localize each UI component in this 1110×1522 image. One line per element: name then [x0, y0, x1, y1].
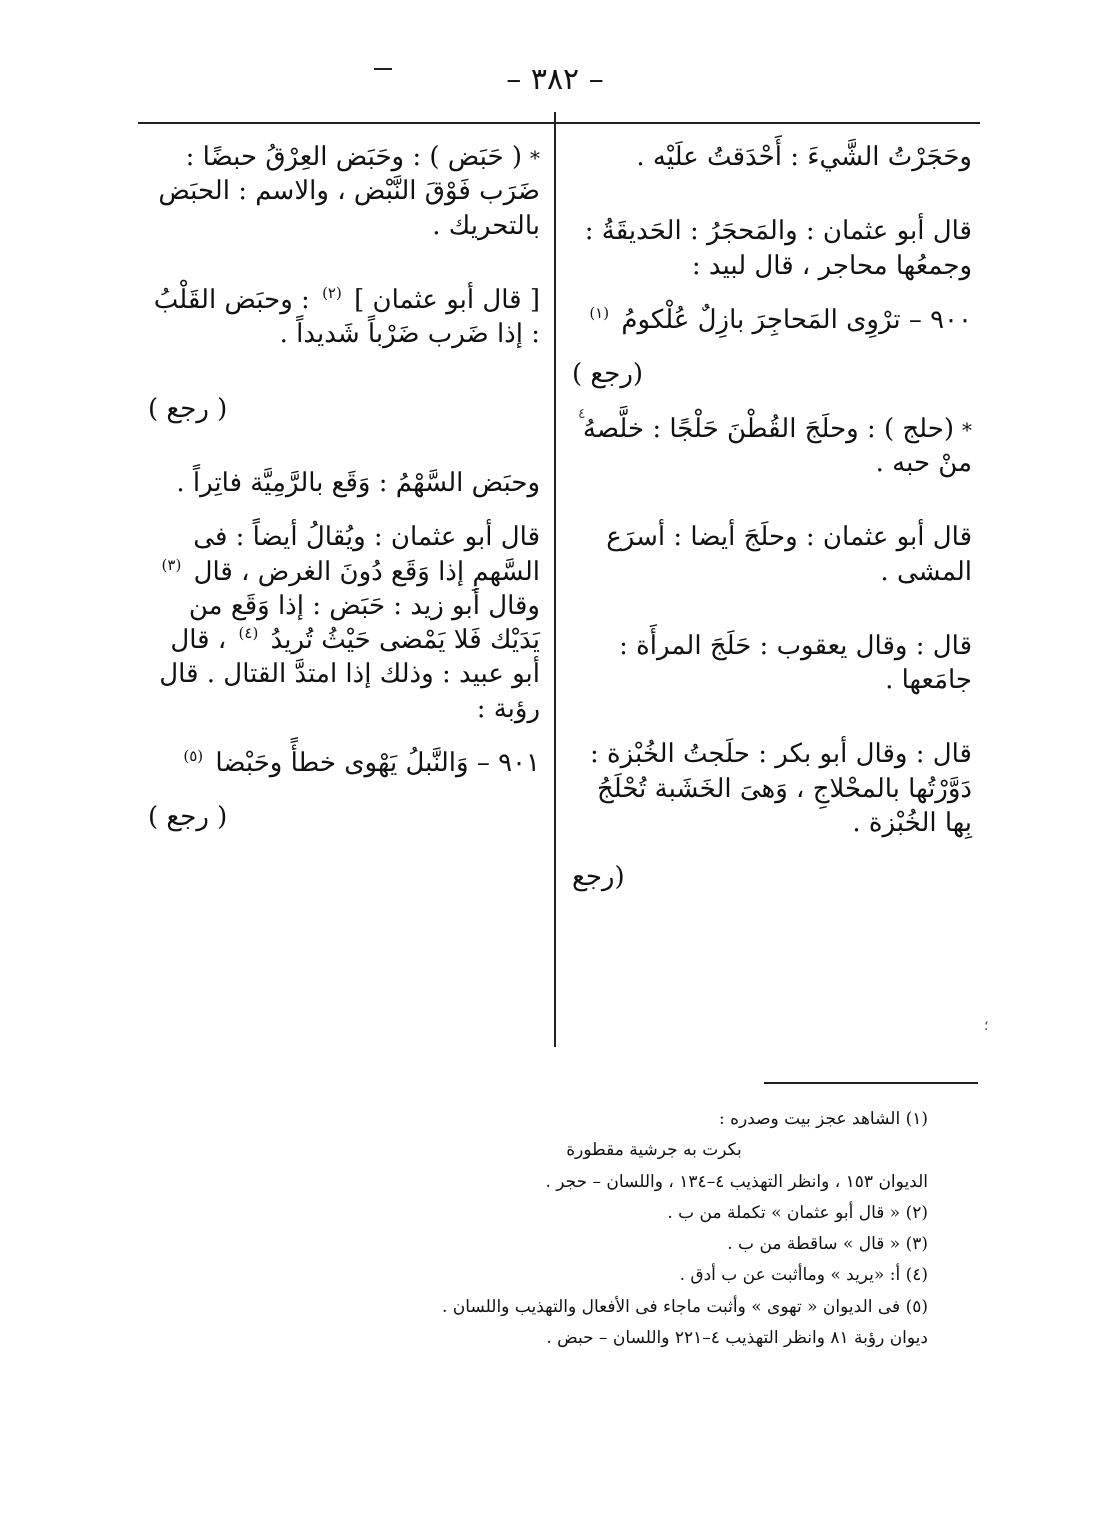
footnote-1-ref: الديوان ١٥٣ ، وانظر التهذيب ٤–١٣٤ ، واللسان – حجر .: [545, 1171, 928, 1192]
margin-ornament: ؛: [984, 1018, 989, 1034]
right-raja-2: (رجع: [572, 862, 625, 893]
footnotes: [380, 1104, 928, 1354]
left-column: [148, 140, 540, 835]
right-para-2: قال أبو عثمان : والمَحجَرُ : الحَديقَةُ : وجمعُها محاجر ، قال لبيد :: [584, 216, 972, 281]
header-rule: [138, 122, 980, 124]
left-para-3: وحبَض السَّهْمُ : وَقَع بالرَّمِيَّة فاتِراً .: [176, 467, 540, 498]
footnote-1-verse: بكرت به جرشية مقطورة: [566, 1140, 742, 1161]
footnote-5: (٥) فى الديوان « تهوى » وأثبت ماجاء فى الأفعال والتهذيب واللسان .: [442, 1296, 928, 1317]
left-para-4-c: ، قال أبو عبيد : وذلك إذا امتدَّ القتال . قال رؤبة :: [159, 625, 540, 724]
verse-900: [572, 303, 972, 337]
page-number: – ٣٨٢ –: [506, 62, 604, 97]
left-para-2-a: [ قال أبو عثمان ]: [354, 284, 540, 315]
header-dash: [374, 68, 392, 70]
left-para-4: [148, 520, 540, 726]
footnote-ref-4: (٤): [238, 624, 259, 643]
footnote-3: (٣) « قال » ساقطة من ب .: [727, 1234, 928, 1255]
left-raja-1: ( رجع ): [148, 393, 228, 424]
footnote-ref-2: (٢): [322, 284, 342, 303]
verse-901-text: ٩٠١ – وَالنَّبلُ يَهْوى خطأً وحَبْضا: [215, 748, 540, 779]
footnote-1: (١) الشاهد عجز بيت وصدره :: [718, 1109, 928, 1129]
right-para-4: قال أبو عثمان : وحلَجَ أيضا : أسرَع المشى .: [606, 522, 972, 587]
right-column: [572, 140, 972, 895]
column-divider: [554, 112, 556, 1047]
right-para-6: قال : وقال أبو بكر : حلَجتُ الخُبْزة : دَوَّرْتُها بالمحْلاجِ ، وَهىَ الخَشَبة تُحْلَجُ بِها الخُبْزة .: [589, 739, 972, 839]
left-para-1-text: ( حَبَض ) : وحَبَض العِرْقُ حبضًا : ضَرَب فَوْقَ النَّبْض ، والاسم : الحبَض بالتحريك .: [158, 142, 540, 241]
verse-901: [148, 746, 540, 780]
left-para-4-b: وقال أبو زيد : حَبَض : إذا وَقَع من يَدَيْك فَلا يَمْضى حَيْثُ تُريدُ: [188, 590, 540, 656]
left-para-4-a: قال أبو عثمان : ويُقالُ أيضاً : فى السَّهمِ إذا وَقَع دُونَ الغرض ، قال: [193, 522, 540, 587]
left-raja-2: ( رجع ): [148, 802, 228, 833]
right-para-1: وحَجَرْتُ الشَّيءَ : أَحْدَقتُ علَيْه .: [636, 142, 972, 172]
left-para-2-b: : وحبَض القَلْبُ : إذا ضَرب ضَرْباً شَديداً .: [153, 284, 540, 350]
right-para-5: قال : وقال يعقوب : حَلَجَ المرأَة : جامَعها .: [619, 630, 972, 696]
entry-star: *: [962, 417, 972, 442]
margin-ornament: ٤: [578, 406, 586, 422]
verse-900-text: ٩٠٠ – ترْوِى المَحاجِرَ بازِلٌ عُلْكومُ: [621, 304, 972, 335]
right-para-3: [572, 412, 972, 481]
footnote-ref-5: (٥): [183, 747, 204, 766]
right-raja-1: (رجع ): [572, 359, 644, 390]
footnote-5-ref: ديوان رؤبة ٨١ وانظر التهذيب ٤–٢٢١ واللسان – حبض .: [546, 1327, 928, 1348]
footnote-ref-1: (١): [589, 304, 610, 323]
footnote-rule: [764, 1082, 978, 1084]
left-para-2: [148, 283, 540, 352]
footnote-2: (٢) « قال أبو عثمان » تكملة من ب .: [667, 1202, 928, 1223]
footnote-ref-3: (٣): [161, 555, 182, 574]
right-para-3-text: (حلج ) : وحلَجَ القُطْنَ حَلْجًا : خلَّصهُ منْ حبه .: [582, 413, 972, 478]
left-para-1: [148, 140, 540, 243]
footnote-4: (٤) أ: «يريد » وماأثبت عن ب أدق .: [679, 1265, 928, 1286]
entry-star: *: [530, 146, 540, 170]
